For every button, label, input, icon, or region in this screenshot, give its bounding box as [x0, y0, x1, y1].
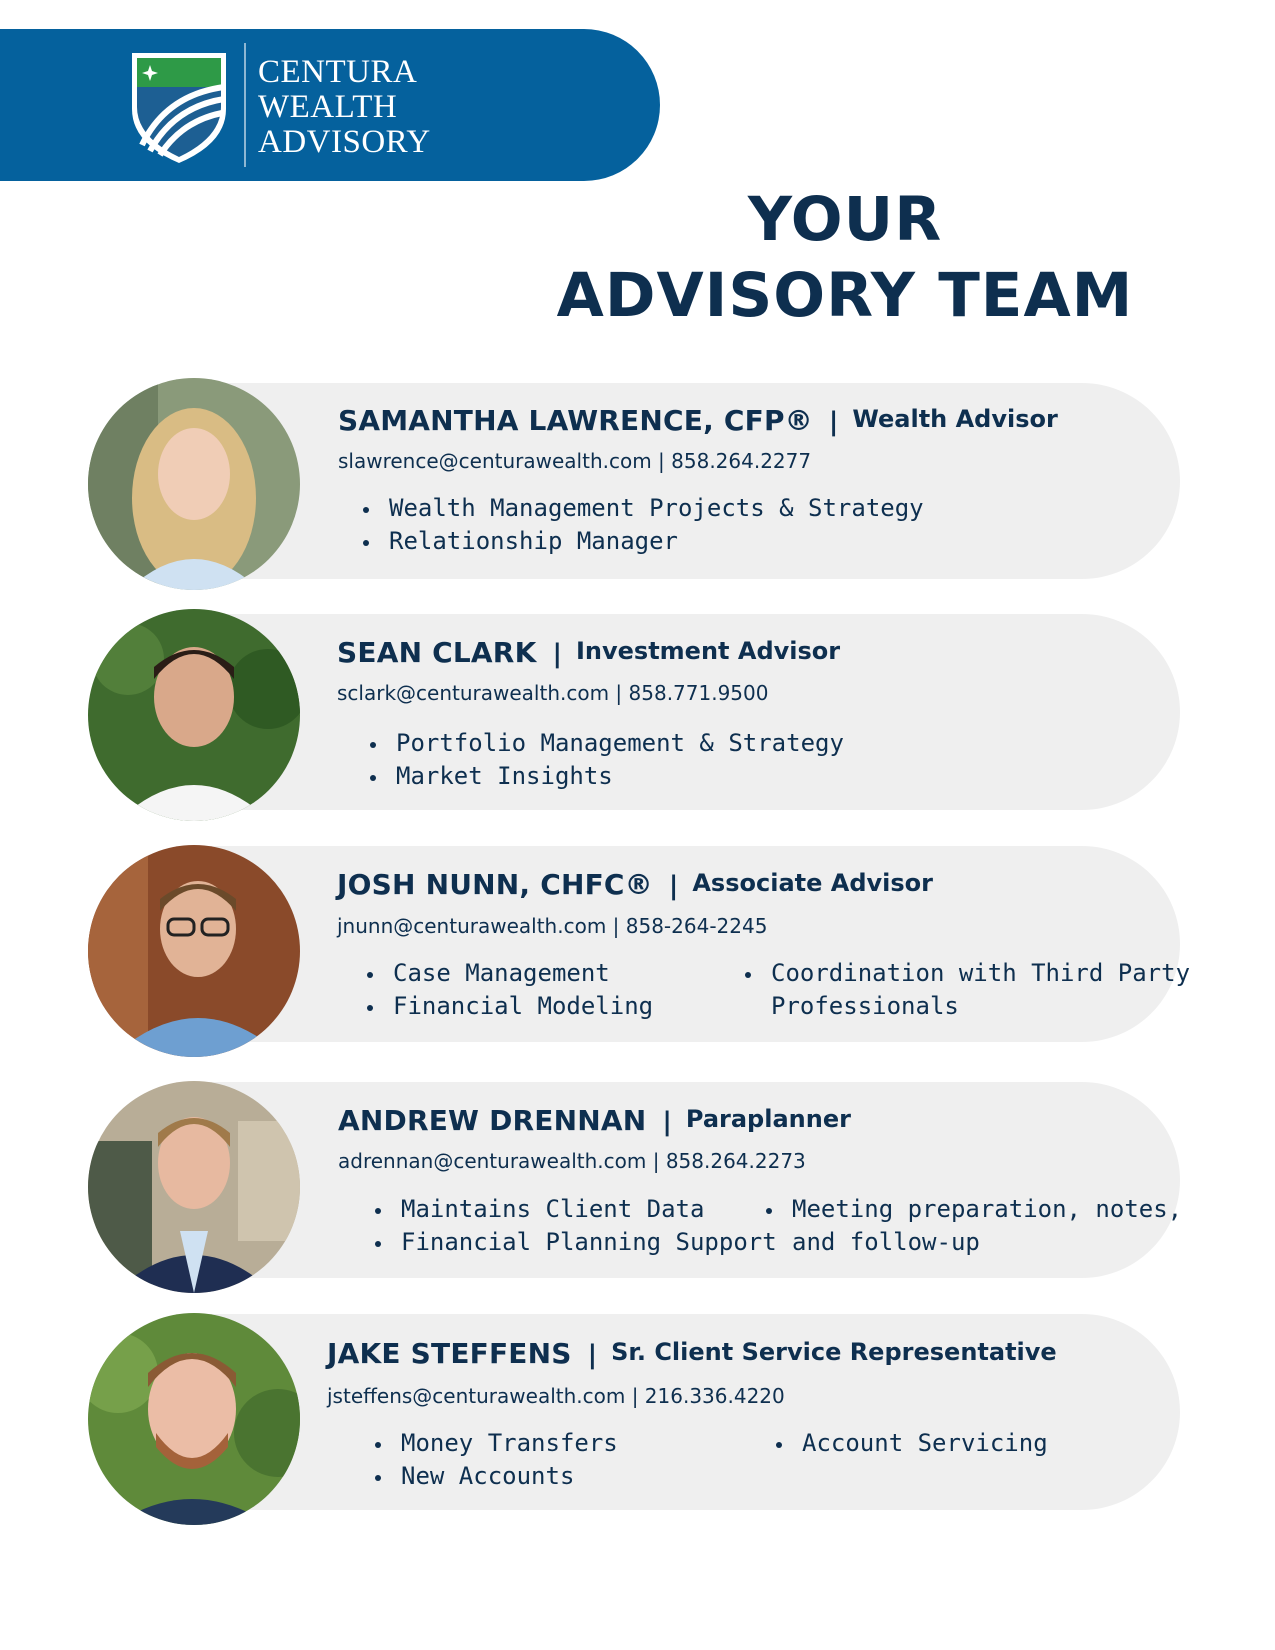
separator: | [587, 1340, 598, 1370]
member-photo [88, 1313, 300, 1525]
separator: | [828, 407, 839, 437]
member-name: SAMANTHA LAWRENCE, CFP® [338, 404, 813, 437]
member-duties-secondary [766, 1193, 1182, 1259]
member-heading [337, 868, 933, 901]
member-contact: sclark@centurawealth.com | 858.771.9500 [337, 681, 769, 705]
member-photo [88, 845, 300, 1057]
separator: | [552, 639, 562, 669]
brand-line: CENTURA [258, 54, 418, 90]
brand-header [0, 29, 660, 181]
duty-item: Market Insights [370, 760, 844, 793]
duty-item: Portfolio Management & Strategy [370, 727, 844, 760]
member-role: Associate Advisor [692, 869, 933, 897]
member-role: Wealth Advisor [852, 405, 1058, 433]
member-heading [337, 636, 840, 669]
duty-item: New Accounts [375, 1460, 618, 1493]
separator: | [662, 1107, 672, 1137]
member-role: Sr. Client Service Representative [611, 1338, 1057, 1366]
duty-item: Meeting preparation, notes, [766, 1193, 1182, 1226]
member-name: SEAN CLARK [337, 636, 537, 669]
duty-item: Relationship Manager [363, 525, 924, 558]
member-photo [88, 1081, 300, 1293]
member-heading [338, 1104, 851, 1137]
brand-wordmark [258, 55, 431, 160]
member-photo [88, 609, 300, 821]
member-duties [375, 1427, 618, 1493]
title-line-2: ADVISORY TEAM [556, 260, 1134, 331]
duty-item: Coordination with Third Party [745, 957, 1190, 990]
member-role: Investment Advisor [575, 637, 841, 665]
member-heading [327, 1337, 1057, 1370]
member-duties-secondary [776, 1427, 1048, 1460]
member-name: JOSH NUNN, CHFC® [337, 868, 653, 901]
duty-item: Maintains Client Data [375, 1193, 777, 1226]
member-duties [367, 957, 653, 1023]
member-contact: jsteffens@centurawealth.com | 216.336.4220 [327, 1384, 785, 1408]
brand-line: WEALTH [258, 89, 398, 125]
member-name: JAKE STEFFENS [327, 1337, 572, 1370]
member-contact: jnunn@centurawealth.com | 858-264-2245 [337, 914, 768, 938]
page-title [530, 182, 1160, 334]
title-line-1: YOUR [747, 184, 943, 255]
member-name: ANDREW DRENNAN [338, 1104, 647, 1137]
member-contact: adrennan@centurawealth.com | 858.264.2273 [338, 1149, 806, 1173]
duty-item-text: and follow-up [792, 1228, 980, 1256]
brand-line: ADVISORY [258, 124, 431, 160]
duty-item-text: Professionals [771, 992, 959, 1020]
separator: | [668, 871, 679, 901]
duty-item: Money Transfers [375, 1427, 618, 1460]
member-heading [338, 404, 1058, 437]
duty-item: Case Management [367, 957, 653, 990]
duty-item: Wealth Management Projects & Strategy [363, 492, 924, 525]
member-photo [88, 378, 300, 590]
duty-item: Financial Modeling [367, 990, 653, 1023]
shield-logo-icon [128, 47, 230, 167]
member-role: Paraplanner [685, 1105, 851, 1133]
duty-item: Financial Planning Support [375, 1226, 777, 1259]
member-duties [363, 492, 924, 558]
duty-item-continued [766, 1226, 1182, 1259]
member-duties [375, 1193, 777, 1259]
member-duties [370, 727, 844, 793]
duty-item: Account Servicing [776, 1427, 1048, 1460]
member-contact: slawrence@centurawealth.com | 858.264.2277 [338, 449, 812, 473]
duty-item-continued [745, 990, 1190, 1023]
brand-divider [244, 43, 246, 167]
member-duties-secondary [745, 957, 1190, 1023]
